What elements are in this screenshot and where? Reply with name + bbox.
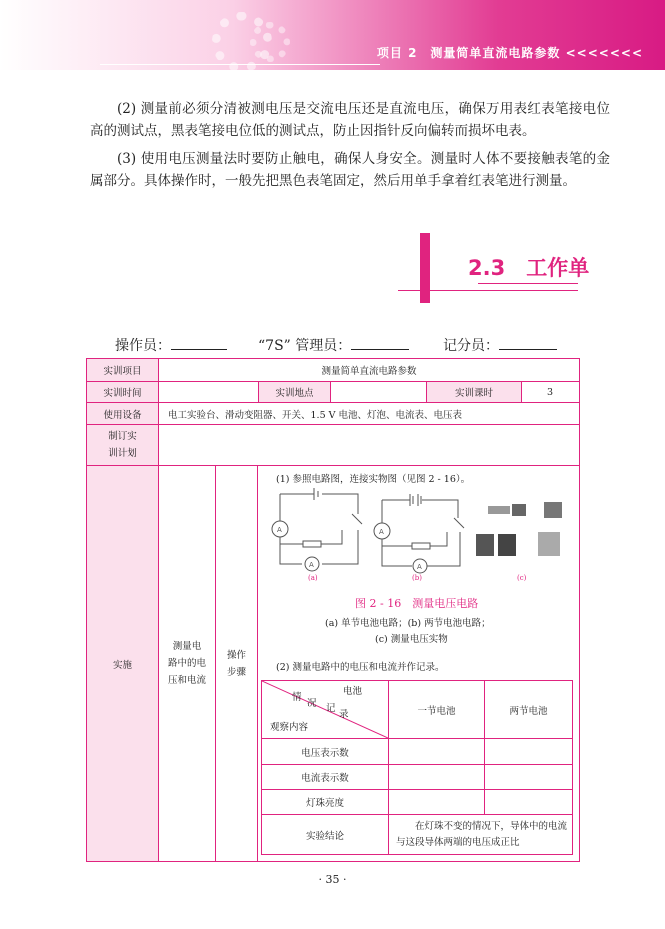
paragraph-2: (2) 测量前必须分清被测电压是交流电压还是直流电压，确保万用表红表笔接电位高的测试点，黑表笔接电位低的测试点，防止因指针反向偏转而损坏电表。 xyxy=(90,101,610,139)
value-project: 测量简单直流电路参数 xyxy=(321,366,417,377)
gear-icon xyxy=(250,22,290,62)
value-equipment: 电工实验台、滑动变阻器、开关、1.5 V 电池、灯泡、电流表、电压表 xyxy=(168,409,463,421)
blank-line xyxy=(499,335,557,350)
label-equipment: 使用设备 xyxy=(87,403,158,424)
label-time: 实训时间 xyxy=(87,382,158,402)
blank-line xyxy=(171,335,227,350)
svg-text:A: A xyxy=(379,528,384,536)
svg-text:A: A xyxy=(309,561,314,569)
header-record: 记 xyxy=(326,703,336,714)
header-situation: 情 xyxy=(292,692,302,703)
step-line: 操作 xyxy=(226,649,246,661)
task-line: 压和电流 xyxy=(167,675,206,686)
header-rule xyxy=(100,64,380,65)
role-operator-label: 操作员： xyxy=(115,338,171,354)
value-hours: 3 xyxy=(546,386,554,398)
blank-line xyxy=(351,335,409,350)
row-voltage: 电压表示数 xyxy=(301,747,349,759)
figure-caption: 图 2 - 16 测量电压电路 xyxy=(355,597,479,610)
fig-c-label: (c) xyxy=(517,574,527,582)
header-observe: 观察内容 xyxy=(270,722,309,733)
conclusion-text: 在灯珠不变的情况下，导体中的电流与这段导体两端的电压成正比 xyxy=(396,820,568,848)
section-bar xyxy=(420,233,430,303)
role-manager-label: “7S” 管理员： xyxy=(258,338,352,354)
circuit-figure xyxy=(262,486,574,586)
task-line: 测量电 xyxy=(172,641,202,652)
paragraph-3: (3) 使用电压测量法时要防止触电，确保人身安全。测量时人体不要接触表笔的金属部分。具体操作时，一般先把黑色表笔固定，然后用单手拿着红表笔进行测量。 xyxy=(90,151,610,189)
step-label xyxy=(216,466,257,861)
role-manager xyxy=(258,335,409,355)
col-one-battery: 一节电池 xyxy=(417,705,456,717)
task-name xyxy=(159,466,215,861)
row-conclusion: 实验结论 xyxy=(305,830,344,842)
label-place: 实训地点 xyxy=(259,382,330,402)
label-plan-line: 制订实 xyxy=(108,431,137,442)
header-situation: 况 xyxy=(307,698,317,709)
label-project: 实训项目 xyxy=(87,359,158,381)
col-two-battery: 两节电池 xyxy=(509,705,548,717)
row-brightness: 灯珠亮度 xyxy=(305,798,344,809)
page-header xyxy=(0,0,665,70)
label-plan xyxy=(87,425,158,465)
fig-a-label: (a) xyxy=(308,574,318,582)
project-title: 项目 2 测量简单直流电路参数 <<<<<<< xyxy=(376,46,643,60)
section-title: 2.3 工作单 xyxy=(468,256,590,280)
figure-sub1: (a) 单节电池电路；(b) 两节电池电路； xyxy=(325,618,491,629)
label-plan-line: 训计划 xyxy=(108,448,137,459)
header-record: 录 xyxy=(339,709,349,720)
step2-text: (2) 测量电路中的电压和电流并作记录。 xyxy=(276,662,445,673)
header-battery: 电池 xyxy=(343,686,363,697)
svg-text:A: A xyxy=(417,563,422,571)
section-underline xyxy=(478,283,578,284)
fig-b-label: (b) xyxy=(412,574,422,582)
page-number: · 35 · xyxy=(318,873,347,886)
role-operator xyxy=(115,335,227,355)
row-current: 电流表示数 xyxy=(301,773,349,784)
step-line: 步骤 xyxy=(226,666,246,678)
label-hours: 实训课时 xyxy=(427,382,521,402)
svg-text:A: A xyxy=(277,526,282,534)
section-underline xyxy=(398,290,578,291)
step1-text: (1) 参照电路图，连接实物图（见图 2 - 16）。 xyxy=(276,474,471,485)
task-line: 路中的电 xyxy=(167,658,206,669)
figure-sub2: (c) 测量电压实物 xyxy=(375,634,448,645)
label-implement: 实施 xyxy=(87,466,158,861)
role-recorder-label: 记分员： xyxy=(443,338,499,354)
role-recorder xyxy=(443,335,557,355)
